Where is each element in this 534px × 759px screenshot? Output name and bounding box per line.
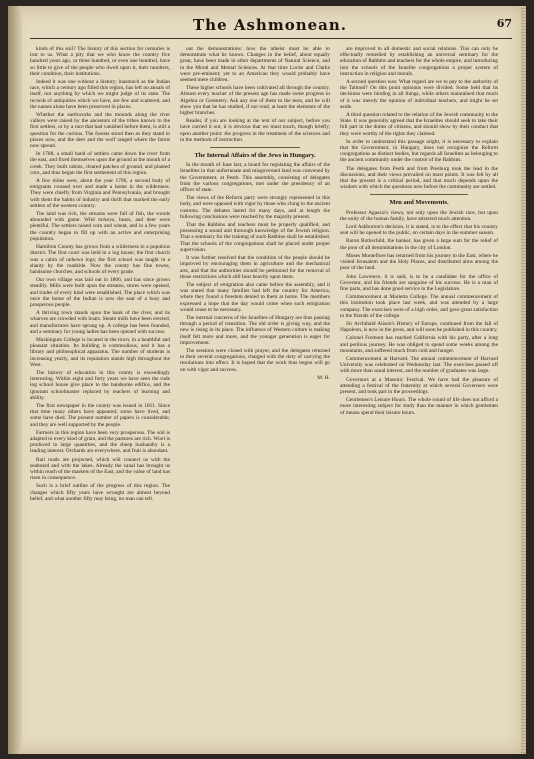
article-paragraph: kinds of this soil? The history of this section for centuries is lost to us. What a pity that we who know the country five hundred years ago, or three hundred, or even one hundred, have so little to give of the people who dwelt upon it, their numbers, their condition, their institutions. [30,46,170,77]
article-paragraph: In 1788, a small band of settlers came down the river from the east, and fixed themselves upon the ground at the mouth of a creek. They built cabins, cleared patches of ground, and planted corn, and thus began the first settlement of this region. [30,151,170,176]
text-column-2 [180,46,330,746]
header-rule [30,38,512,39]
section-paragraph: Moses Montefiore has returned from his journey to the East, where he visited Jerusalem and the Holy Places, and distributed alms among the poor of the land. [340,252,498,272]
article-paragraph: A second question was: What regard are we to pay to the authority of the Talmud? On this point opinions were divided. Some held that its decisions were binding in all things, while others maintained that much of it was merely the opinion of individual teachers, and might be set aside. [340,79,498,110]
book-spine [8,6,22,754]
section-paragraph: Commencement at Harvard. The annual commencement of Harvard University was celebrated on Wednesday last. The exercises passed off with more than usual interest, and the number of graduates was large. [340,355,498,375]
article-paragraph: In order to understand this passage aright, it is necessary to explain that the Government, in Hungary, does not recognize the Reform congregations as distinct bodies, but regards all Israelites as belonging to the ancient community under the control of the Rabbins. [340,138,498,164]
article-signature: M. H. [317,374,330,381]
section-paragraph: Governors at a Masonic Festival. We have had the pleasure of attending a festival of the fraternity at which several Governors were present, and took part in the proceedings. [340,376,498,395]
section-paragraph: Baron Rothschild, the banker, has given a large sum for the relief of the poor of all denominations in the city of London. [340,238,498,251]
section-paragraph: Sir Archibald Alison's History of Europe, continued from the fall of Napoleon, is now in the press, and will soon be published in this country. [340,320,498,334]
article-paragraph: Hamilton County has grown from a wilderness to a populous district. The first court was held in a log house; the first church was a cabin of unhewn logs; the first school was taught in a shanty by the roadside. Now the county has fine towns, handsome churches, and schools of every grade. [30,244,170,275]
section-paragraph: The subject of emigration also came before the assembly, and it was stated that many families had left the country for America, where they found a freedom denied to them at home. The members expressed a hope that the day would come when such emigration would cease to be necessary. [180,281,330,313]
article-paragraph: The delegates from Pesth and from Presburg took the lead in the discussions, and their views prevailed on most points. It was felt by all that the present is a critical period, and that much depends upon the wisdom with which the questions now before the community are settled. [340,165,498,191]
section-heading: Men and Movements. [389,199,449,207]
article-paragraph: The history of education in this county is exceedingly interesting. Within eight and forty years we have seen the rude log school house give place to the handsome edifice, and the ignorant schoolmaster replaced by teachers of learning and ability. [30,369,170,401]
section-paragraph: The sessions were closed with prayer, and the delegates returned to their several congregations, charged with the duty of carrying the resolutions into effect. It is hoped that the work thus begun will go on with vigor and success. [180,347,330,373]
section-paragraph: The internal concerns of the Israelites of Hungary are thus passing through a period of transition. The old order is giving way, and the new is rising in its place. The influence of Western culture is making itself felt more and more, and the younger generation is eager for improvement. [180,314,330,346]
article-paragraph: Farmers in this region have been very prosperous. The soil is adapted to every kind of grain, and the pastures are rich. Wool is produced in large quantities, and the sheep husbandry is a leading interest. Orchards are everywhere, and fruit is abundant. [30,429,170,455]
section-paragraph: Professor Agassiz's views, not only upon the Jewish race, but upon the unity of the human family, have attracted much attention. [340,209,498,222]
text-column-3 [340,46,498,746]
article-paragraph: Indeed it was one without a history; inasmuch as the Indian race, which a century ago filled this region, has left no annals of itself, nor anything by which we might judge of its state. The records of antiquities which we have, are few and scattered, and the names alone have been preserved in places. [30,79,170,110]
article-paragraph: The land was rich, the streams were full of fish, the woods abounded with game. Wild turkeys, bears, and deer were plentiful. The settlers raised corn and wheat, and in a few years the country began to fill up with an active and enterprising population. [30,211,170,242]
article-paragraph: Whether the earthworks and the mounds along the river valleys were raised by the ancestors of the tribes known to the first settlers, or by a race that had vanished before them, is still a question for the curious. The forests stood then as they stand in places now, and the deer and the wolf ranged where the farms now spread. [30,112,170,150]
page-number: 67 [496,17,512,30]
article-paragraph: A few miles west, about the year 1796, a second body of emigrants crossed over and made a home in the wilderness. They were chiefly from Virginia and Pennsylvania, and brought with them the habits of industry and thrift that marked the early settlers of the western country. [30,178,170,209]
article-paragraph: Reader, if you are looking at the text of our subject, before you have carried it out, it is obvious that we must touch, though briefly, upon another point: the progress in the treatment of the sciences and in the methods of instruction. [180,118,330,143]
section-paragraph: Lord Ashburton's decision, it is stated, is to the effect that his country seat will be opened to the public, on certain days in the summer season. [340,224,498,237]
article-paragraph: These higher schools have been cultivated all through the country. Almost every teacher of the present age has made some progress in Algebra or Geometry. Ask any one of them to the tests, and he will show you that he has studied, if not read, at least the elements of the higher branches. [180,85,330,117]
section-heading: The Internal Affairs of the Jews in Hungary. [194,152,316,160]
section-paragraph: The views of the Reform party were strongly represented in this body, and were opposed with vigor by those who clung to the ancient customs. The debates lasted for many days, and at length the following conclusions were reached by the majority present. [180,195,330,220]
section-divider [210,147,300,148]
article-paragraph: Muskingum College is located in the town, in a healthful and pleasant situation. Its building is commodious, and it has a library and philosophical apparatus. The number of students is increasing yearly, and its reputation stands high throughout the West. [30,336,170,368]
journal-title: The Ashmonean. [193,16,347,34]
article-paragraph: A thriving town stands upon the bank of the river, and its wharves are crowded with boats. Steam mills have been erected, and manufactures have sprung up. A college has been founded, and a seminary for young ladies has been opened with success. [30,310,170,335]
section-paragraph: Gentlemen's Leisure Hours. The whole round of life does not afford a more interesting subject for study than the manner in which gentlemen of means spend their leisure hours. [340,397,498,416]
text-column-1 [30,46,170,746]
article-paragraph: Our own village was laid out in 1806, and has since grown steadily. Mills were built upon the streams, stores were opened, and trades of every kind were established. The place which was once the home of the Indian is now the seat of a busy and prosperous people. [30,277,170,308]
section-paragraph: Colonel Fremont has reached California with his party, after a long and perilous journey. He was obliged to spend some weeks among the mountains, and suffered much from cold and hunger. [340,335,498,354]
section-paragraph: Commencement at Marietta College. The annual commencement of this institution took place last week, and was attended by a large company. The exercises were of a high order, and gave great satisfaction to the friends of the college. [340,294,498,319]
section-paragraph: In the month of June last, a board for regulating the affairs of the Israelites in that unfortunate and misgoverned land was convened by the Government, at Pesth. This assembly, consisting of delegates from the various congregations, met under the presidency of an officer of state. [180,162,330,194]
article-paragraph: out the demonstrations: how the atheist must be able to demonstrate what he knows. Changes in the belief, about equally great, have been made in other departments of Natural Science, and in the Moral and Mental Sciences. At that time Locke and Clarke were pre-eminent; yet to an American they would probably have seemed mere children. [180,46,330,84]
article-paragraph: Rail roads are projected, which will connect us with the seaboard and with the lakes. Already the canal has brought us within reach of the markets of the East, and the value of land has risen in consequence. [30,456,170,482]
section-paragraph: That the Rabbins and teachers must be properly qualified, and possessing a sound and thorough knowledge of the Jewish religion. That a seminary for the training of such Rabbins shall be established. That the schools of the congregations shall be placed under proper supervision. [180,222,330,253]
section-paragraph: It was further resolved that the condition of the people should be improved by encouraging them in agriculture and the mechanical arts, and that the authorities should be petitioned for the removal of those restrictions which still bear heavily upon them. [180,255,330,280]
page-fore-edge [521,6,526,754]
article-paragraph: Such is a brief outline of the progress of this region. The changes which fifty years have wrought are almost beyond belief, and what another fifty may bring, no man can tell. [30,483,170,502]
book-page [8,6,526,754]
section-divider [370,194,468,195]
article-paragraph: The first newspaper in the county was issued in 1811. Since that time many others have appeared; some have lived, and some have died. The present number of papers is considerable, and they are well supported by the people. [30,402,170,428]
article-paragraph: are improved to all domestic and social relations. This can only be effectually remedied by establishing an universal seminary for the education of Rabbins and teachers for the whole empire, and introducing into the schools of the Israelite congregations a proper system of instruction in religion and morals. [340,46,498,77]
article-paragraph: A third question related to the relation of the Jewish community to the State. It was generally agreed that the Israelites should seek to take their full part in the duties of citizens, and should show by their conduct that they were worthy of the rights they claimed. [340,112,498,137]
section-paragraph: John Lawrence, it is said, is to be a candidate for the office of Governor, and his friends are sanguine of his success. He is a man of fine parts, and has done good service in the Legislature. [340,273,498,292]
